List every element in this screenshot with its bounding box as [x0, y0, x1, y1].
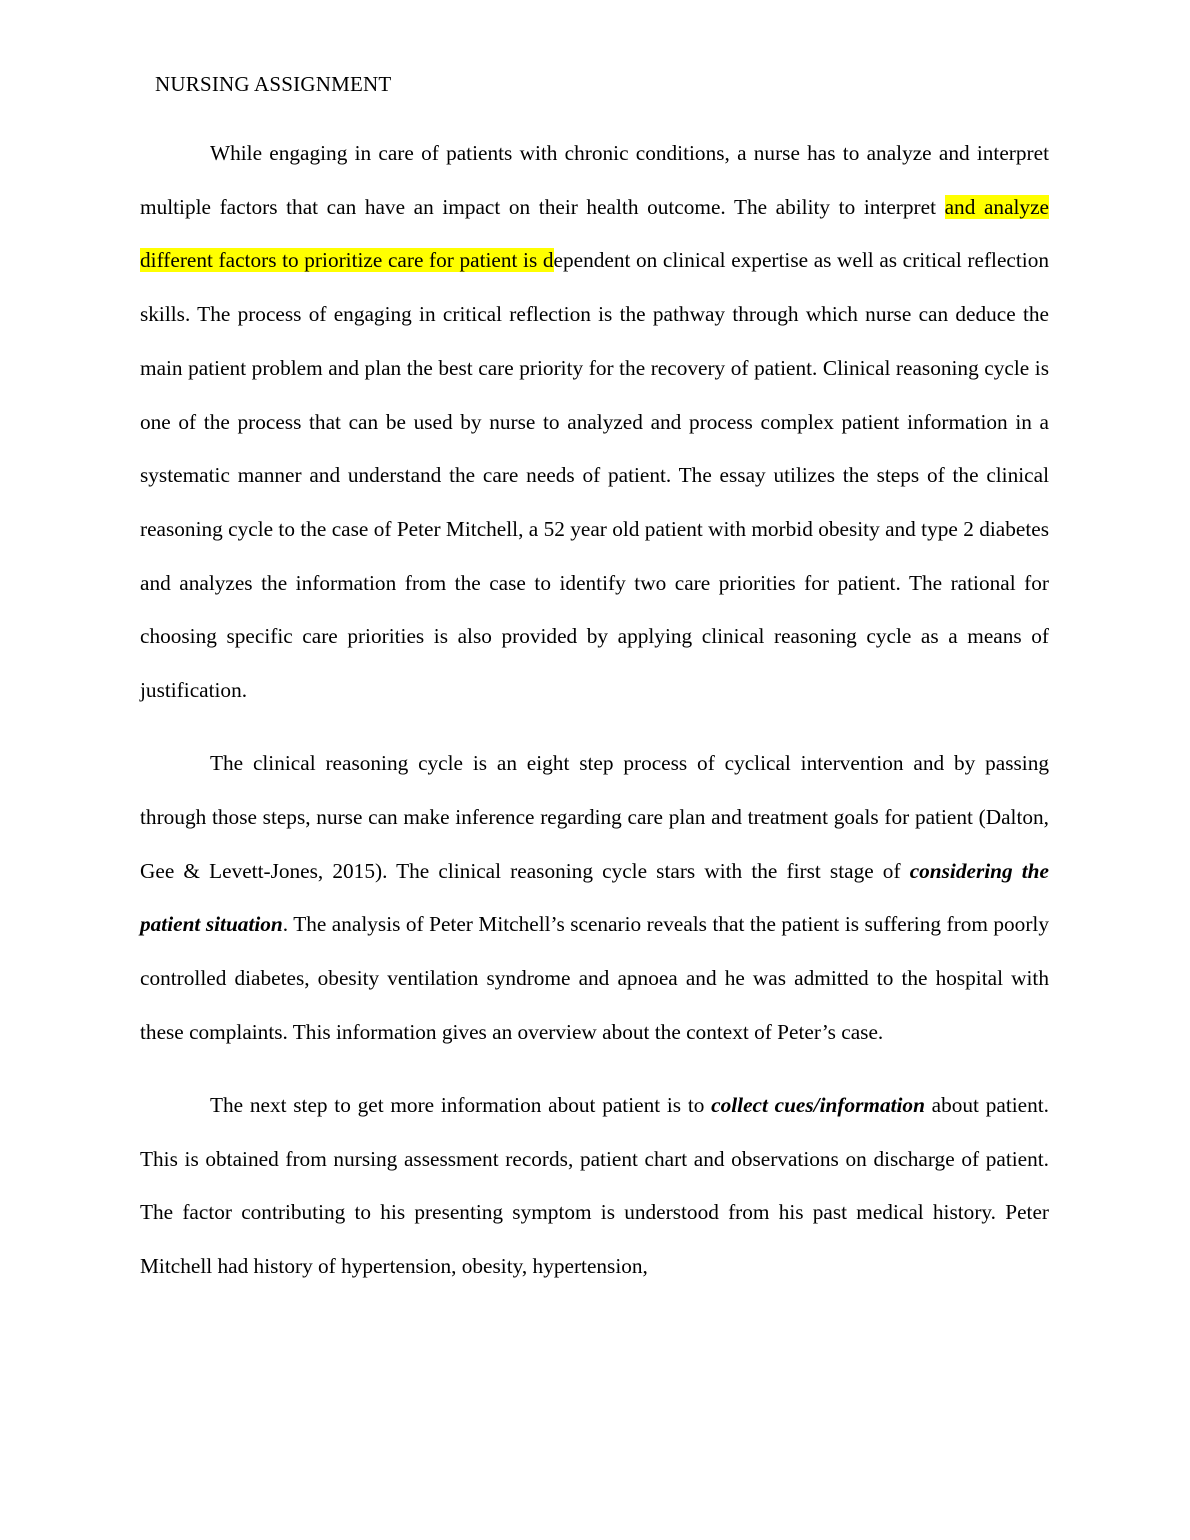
- paragraph-patient-situation: [140, 737, 1049, 1059]
- highlighted-text: and analyze different factors to prioritize care for patient is d: [140, 194, 1049, 273]
- paragraph-text: about patient. This is obtained from nursing assessment records, patient chart and observations on discharge of patient. The factor contributing to his presenting symptom is understood from his past medical history. Peter Mitchell had history of hypertension, obesity, hypertension,: [140, 1092, 1049, 1279]
- paragraph-collect-cues: [140, 1079, 1049, 1294]
- running-head: NURSING ASSIGNMENT: [155, 72, 392, 96]
- emphasized-term: collect cues/information: [711, 1092, 925, 1117]
- paragraph-text: The clinical reasoning cycle is an eight step process of cyclical intervention and by passing through those steps, nurse can make inference regarding care plan and treatment goals for patient (Dalton, Gee & Levett-Jones, 2015). The clinical reasoning cycle stars with the first stage of: [140, 751, 1049, 883]
- paragraph-introduction: [140, 127, 1049, 718]
- paragraph-text: . The analysis of Peter Mitchell’s scenario reveals that the patient is suffering from poorly controlled diabetes, obesity ventilation syndrome and apnoea and he was admitted to the hospital with these complaints. This information gives an overview about the context of Peter’s case.: [140, 912, 1049, 1044]
- emphasized-term: considering the patient situation: [140, 858, 1049, 937]
- paragraph-text: The next step to get more information about patient is to: [210, 1092, 712, 1117]
- paragraph-text: ependent on clinical expertise as well as critical reflection skills. The process of engaging in critical reflection is the pathway through which nurse can deduce the main patient problem and plan the best care priority for the recovery of patient. Clinical reasoning cycle is one of the process that can be used by nurse to analyzed and process complex patient information in a systematic manner and understand the care needs of patient. The essay utilizes the steps of the clinical reasoning cycle to the case of Peter Mitchell, a 52 year old patient with morbid obesity and type 2 diabetes and analyzes the information from the case to identify two care priorities for patient. The rational for choosing specific care priorities is also provided by applying clinical reasoning cycle as a means of justification.: [140, 248, 1050, 703]
- document-body: [140, 127, 1049, 1313]
- paragraph-text: While engaging in care of patients with chronic conditions, a nurse has to analyze and interpret multiple factors that can have an impact on their health outcome. The ability to interpret: [140, 141, 1049, 219]
